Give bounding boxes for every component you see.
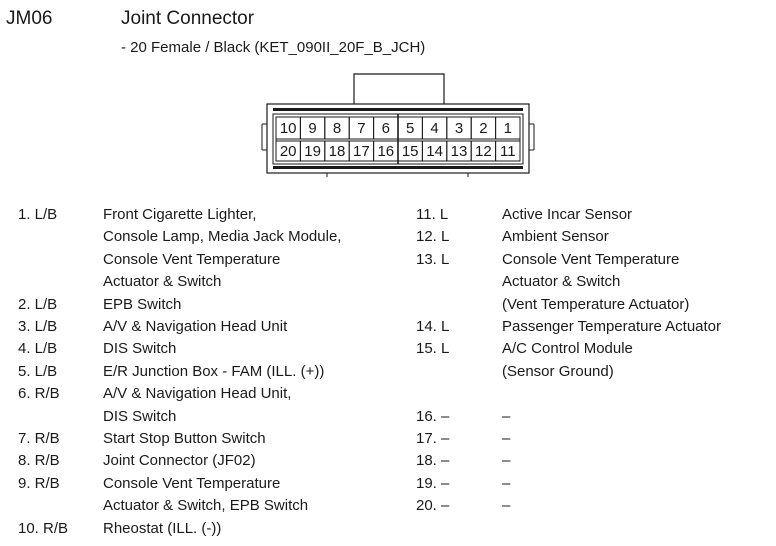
right-pin-number: 16. – [416, 407, 450, 425]
right-pin-description: – [502, 407, 511, 425]
pin-number: 8 [332, 120, 342, 137]
pin-number: 19 [304, 143, 321, 160]
right-pin-number: 14. L [416, 318, 450, 335]
right-pin-number: 11. L [416, 206, 449, 223]
right-pin-description: (Vent Temperature Actuator) [502, 295, 690, 313]
pin-number: 9 [308, 120, 317, 137]
left-pin-number: 4. L/B [18, 340, 58, 358]
left-pin-number: 2. L/B [18, 295, 58, 313]
right-pin-number: 19. – [416, 474, 450, 492]
left-pin-description: A/V & Navigation Head Unit [103, 318, 288, 335]
left-pin-description: Console Lamp, Media Jack Module, [103, 228, 342, 246]
right-pin-number: 12. L [416, 228, 450, 246]
page-title: Joint Connector [121, 8, 255, 29]
pin-number: 1 [503, 120, 512, 137]
pin-number: 4 [430, 120, 439, 137]
right-pin-description: A/C Control Module [502, 340, 633, 358]
left-pin-description: Rheostat (ILL. (-)) [103, 519, 222, 537]
pin-number: 14 [426, 143, 443, 160]
right-pin-description: Ambient Sensor [502, 228, 609, 246]
right-pin-description: Console Vent Temperature [502, 250, 680, 268]
right-pin-number: 13. L [416, 250, 450, 268]
pin-number: 16 [377, 143, 395, 160]
left-pin-description: Start Stop Button Switch [103, 430, 266, 447]
left-pin-description: Front Cigarette Lighter, [103, 206, 257, 223]
left-pin-description: Console Vent Temperature [103, 474, 281, 492]
left-pin-number: 3. L/B [18, 318, 58, 335]
right-pin-description: Passenger Temperature Actuator [502, 318, 722, 335]
pin-number: 15 [401, 143, 419, 160]
left-pin-number: 10. R/B [18, 519, 69, 537]
right-pin-number: 20. – [416, 497, 450, 515]
pin-number: 20 [279, 143, 297, 160]
pin-number: 3 [454, 120, 464, 137]
left-pin-description: Joint Connector (JF02) [103, 452, 256, 470]
right-pin-description: Active Incar Sensor [502, 206, 633, 223]
pin-number: 10 [279, 120, 297, 137]
left-pin-number: 6. R/B [18, 385, 60, 403]
left-pin-number: 8. R/B [18, 452, 60, 470]
left-pin-description: Actuator & Switch, EPB Switch [103, 497, 309, 515]
left-pin-description: EPB Switch [103, 295, 182, 313]
left-pin-description: DIS Switch [103, 407, 177, 425]
pin-number: 2 [479, 120, 488, 137]
right-pin-number: 18. – [416, 452, 450, 470]
left-pin-description: A/V & Navigation Head Unit, [103, 385, 292, 403]
left-pin-number: 1. L/B [18, 206, 58, 223]
pin-number: 6 [381, 120, 390, 137]
right-pin-description: Actuator & Switch [502, 273, 621, 291]
left-pin-description: Console Vent Temperature [103, 250, 281, 268]
right-pin-description: – [502, 452, 511, 470]
pin-number: 17 [353, 143, 370, 160]
right-pin-description: – [502, 474, 511, 492]
connector-code: JM06 [6, 8, 53, 29]
left-pin-description: DIS Switch [103, 340, 177, 358]
pin-number: 12 [475, 143, 492, 160]
left-pin-number: 5. L/B [18, 362, 58, 380]
pin-number: 11 [500, 143, 516, 160]
right-pin-number: 17. – [416, 430, 450, 447]
right-pin-number: 15. L [416, 340, 450, 358]
left-pin-number: 7. R/B [18, 430, 60, 447]
right-pin-description: – [502, 430, 511, 447]
left-pin-description: E/R Junction Box - FAM (ILL. (+)) [103, 362, 325, 380]
pin-number: 7 [357, 120, 366, 137]
pin-number: 5 [406, 120, 415, 137]
left-pin-description: Actuator & Switch [103, 273, 222, 291]
right-pin-description: (Sensor Ground) [502, 362, 614, 380]
right-pin-description: – [502, 497, 511, 515]
connector-subtitle: - 20 Female / Black (KET_090II_20F_B_JCH) [121, 39, 426, 56]
pin-number: 18 [328, 143, 346, 160]
left-pin-number: 9. R/B [18, 474, 60, 492]
pin-number: 13 [450, 143, 468, 160]
